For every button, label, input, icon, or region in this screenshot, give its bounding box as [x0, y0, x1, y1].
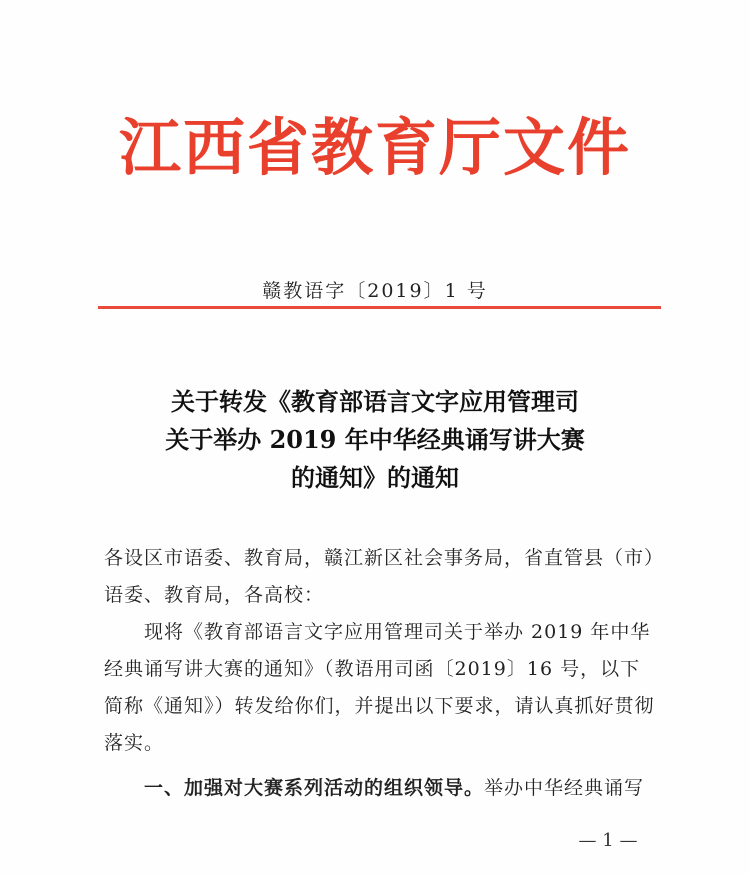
page-number: — 1 —: [578, 830, 638, 851]
document-number: 赣教语字〔2019〕1 号: [262, 280, 488, 302]
section-1-text: 举办中华经典诵写: [484, 777, 645, 799]
notice-title: [0, 383, 750, 497]
forwarding-paragraph: 现将《教育部语言文字应用管理司关于举办 2019 年中华经典诵写讲大赛的通知》（教语用司函〔2019〕16 号，以下简称《通知》）转发给你们，并提出以下要求，请认真抓好贯彻落实。: [104, 621, 655, 754]
addressee-paragraph: 各设区市语委、教育局，赣江新区社会事务局，省直管县（市）语委、教育局，各高校：: [104, 547, 655, 606]
title-line-1: 关于转发《教育部语言文字应用管理司: [171, 387, 579, 416]
masthead-title: 江西省教育厅文件: [118, 111, 631, 184]
section-1-heading: 一、加强对大赛系列活动的组织领导。: [144, 777, 485, 799]
title-line-2: 关于举办 2019 年中华经典诵写讲大赛: [165, 425, 585, 454]
title-line-3: 的通知》的通知: [291, 463, 459, 492]
section-1-line: [144, 770, 664, 807]
red-divider-line: [98, 306, 661, 309]
